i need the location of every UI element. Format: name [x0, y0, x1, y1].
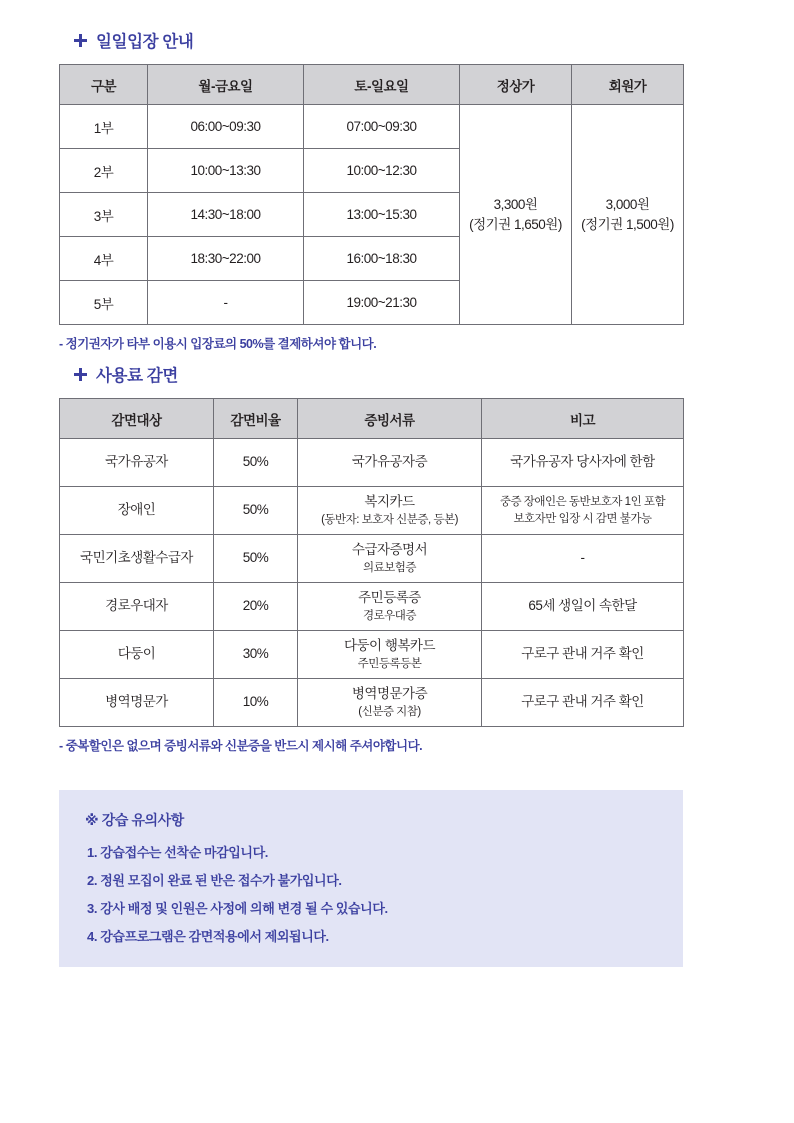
cell-weekday: 18:30~22:00 [148, 237, 304, 281]
cell-weekend: 10:00~12:30 [304, 149, 460, 193]
table-header-row [60, 65, 684, 105]
cell-document [298, 535, 482, 583]
cell-target: 병역명문가 [60, 679, 214, 727]
cell-document [298, 631, 482, 679]
cell-weekday: - [148, 281, 304, 325]
cell-weekend: 16:00~18:30 [304, 237, 460, 281]
note-daily: - 정기권자가 타부 이용시 입장료의 50%를 결제하셔야 합니다. [59, 337, 377, 351]
section-title-daily: 일일입장 안내 [96, 33, 194, 51]
cell-part: 5부 [60, 281, 148, 325]
section-heading-daily [74, 28, 738, 52]
cell-rate: 50% [214, 487, 298, 535]
cell-document [298, 679, 482, 727]
cell-target: 국가유공자 [60, 439, 214, 487]
cell-weekend: 13:00~15:30 [304, 193, 460, 237]
cell-remark [482, 439, 684, 487]
remark-main: 중증 장애인은 동반보호자 1인 포함 [499, 496, 666, 509]
cell-part: 4부 [60, 237, 148, 281]
cell-part: 2부 [60, 149, 148, 193]
cell-part: 1부 [60, 105, 148, 149]
cell-target: 국민기초생활수급자 [60, 535, 214, 583]
table-row [60, 583, 684, 631]
cell-weekday: 14:30~18:00 [148, 193, 304, 237]
cell-member-price [572, 105, 684, 325]
remark-main: - [580, 550, 585, 566]
cell-document [298, 487, 482, 535]
column-header-weekday: 월-금요일 [148, 65, 304, 105]
column-header-member-price: 회원가 [572, 65, 684, 105]
table-row [60, 487, 684, 535]
document-main: 국가유공자증 [351, 454, 428, 470]
remark-sub: 보호자만 입장 시 감면 불가능 [513, 512, 652, 525]
column-header-target: 감면대상 [60, 399, 214, 439]
table-row [60, 105, 684, 149]
table-row [60, 535, 684, 583]
cell-standard-price [460, 105, 572, 325]
document-sub: (신분증 지참) [358, 705, 421, 718]
cell-remark [482, 631, 684, 679]
member-price-sub: (정기권 1,500원) [581, 216, 674, 232]
member-price-main: 3,000원 [605, 196, 650, 212]
cell-weekend: 07:00~09:30 [304, 105, 460, 149]
cell-weekday: 10:00~13:30 [148, 149, 304, 193]
cell-rate: 20% [214, 583, 298, 631]
notice-box [59, 790, 683, 967]
cell-remark [482, 583, 684, 631]
remark-main: 구로구 관내 거주 확인 [521, 694, 644, 710]
document-main: 병역명문가증 [351, 686, 428, 701]
column-header-standard-price: 정상가 [460, 65, 572, 105]
cell-weekday: 06:00~09:30 [148, 105, 304, 149]
notice-item: 3. 강사 배정 및 인원은 사정에 의해 변경 될 수 있습니다. [87, 901, 388, 916]
document-main: 주민등록증 [358, 590, 421, 605]
cell-rate: 30% [214, 631, 298, 679]
document-main: 수급자증명서 [351, 542, 428, 557]
column-header-rate: 감면비율 [214, 399, 298, 439]
daily-admission-table [59, 64, 684, 325]
standard-price-sub: (정기권 1,650원) [469, 216, 562, 232]
table-header-row [60, 399, 684, 439]
column-header-part: 구분 [60, 65, 148, 105]
cell-target: 경로우대자 [60, 583, 214, 631]
standard-price-main: 3,300원 [493, 196, 538, 212]
cell-rate: 50% [214, 535, 298, 583]
plus-icon [74, 34, 87, 47]
discount-table [59, 398, 684, 727]
document-sub: (동반자: 보호자 신분증, 등본) [321, 513, 458, 526]
cell-rate: 10% [214, 679, 298, 727]
notice-item: 2. 정원 모집이 완료 된 반은 접수가 불가입니다. [87, 873, 342, 888]
cell-document [298, 583, 482, 631]
document-main: 다둥이 행복카드 [343, 638, 436, 653]
cell-remark [482, 679, 684, 727]
remark-main: 국가유공자 당사자에 한함 [510, 454, 655, 470]
document-sub: 경로우대증 [362, 609, 417, 622]
table-row [60, 631, 684, 679]
notice-title: ※ 강습 유의사항 [85, 812, 184, 828]
column-header-document: 증빙서류 [298, 399, 482, 439]
plus-icon [74, 368, 87, 381]
note-discount: - 중복할인은 없으며 증빙서류와 신분증을 반드시 제시해 주셔야합니다. [59, 739, 423, 753]
cell-part: 3부 [60, 193, 148, 237]
document-main: 복지카드 [364, 494, 415, 509]
cell-target: 다둥이 [60, 631, 214, 679]
table-row [60, 439, 684, 487]
document-sub: 주민등록등본 [357, 657, 422, 670]
table-row [60, 679, 684, 727]
remark-main: 65세 생일이 속한달 [528, 598, 637, 614]
cell-remark [482, 487, 684, 535]
column-header-remark: 비고 [482, 399, 684, 439]
cell-target: 장애인 [60, 487, 214, 535]
column-header-weekend: 토-일요일 [304, 65, 460, 105]
remark-main: 구로구 관내 거주 확인 [521, 646, 644, 662]
document-sub: 의료보험증 [362, 561, 417, 574]
section-heading-discount [74, 362, 738, 386]
section-title-discount: 사용료 감면 [96, 367, 178, 385]
notice-item: 4. 강습프로그램은 감면적용에서 제외됩니다. [87, 929, 329, 944]
cell-weekend: 19:00~21:30 [304, 281, 460, 325]
cell-rate: 50% [214, 439, 298, 487]
notice-item: 1. 강습접수는 선착순 마감입니다. [87, 845, 268, 860]
cell-remark [482, 535, 684, 583]
cell-document [298, 439, 482, 487]
